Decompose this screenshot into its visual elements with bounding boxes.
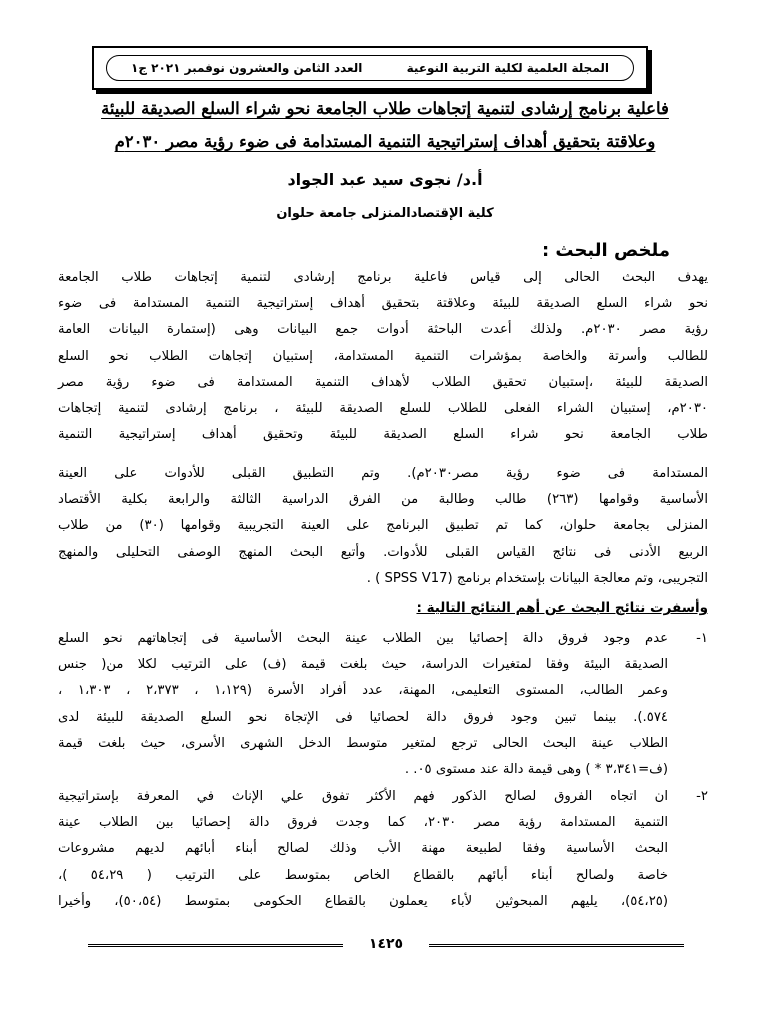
paper-title-line-2: وعلاقتة بتحقيق أهداف إستراتيجية التنمية المستدامة فى ضوء رؤية مصر ٢٠٣٠م — [114, 132, 656, 151]
abstract-heading: ملخص البحث : — [541, 240, 670, 261]
text-line: الصديقة البيئة وفقا لمتغيرات الدراسة، حيث بلغت قيمة (ف) على الترتيب لكلا من( جنس — [58, 657, 668, 673]
text-line: وعمر الطالب، المستوى التعليمى، المهنة، عدد أفراد الأسرة (١،١٢٩ ، ٢،٣٧٣ ، ١،٣٠٣ ، — [58, 683, 669, 699]
result-item-number: ١- — [696, 631, 708, 646]
text-line: ان اتجاه الفروق لصالح الذكور فهم الأكثر تفوق علي الإناث في المعرفة بإستراتيجية — [58, 789, 668, 804]
author-affiliation: كلية الإقتصادالمنزلى جامعة حلوان — [276, 206, 494, 221]
paper-title-line-1: فاعلية برنامج إرشادى لتنمية إتجاهات طلاب الجامعة نحو شراء السلع الصديقة للبيئة — [101, 99, 669, 118]
author-name: أ.د/ نجوى سيد عبد الجواد — [287, 170, 483, 189]
result-item-1 — [58, 626, 708, 783]
footer-rule-right — [429, 944, 684, 952]
text-line: المستدامة فى ضوء رؤية مصر٢٠٣٠م). وتم التطبيق القبلى للأدوات على العينة — [58, 466, 708, 481]
issue-info: العدد الثامن والعشرون نوفمبر ٢٠٢١ ج١ — [131, 61, 363, 75]
text-line: طلاب الجامعة نحو شراء السلع الصديقة للبيئة وتحقيق أهداف إستراتيجية التنمية — [58, 427, 708, 443]
results-heading: وأسفرت نتائج البحث عن أهم النتائج التالية : — [416, 600, 708, 616]
text-line: المنزلى بجامعة حلوان، كما تم تطبيق البرنامج على العينة التجريبية وقوامها (٣٠) من طلاب — [58, 518, 708, 534]
text-line: البحث الأساسية وفقا لطبيعة مهنة الأب وذلك لصالح أبناء أبائهم لديهم مشروعات — [58, 841, 668, 857]
abstract-paragraph-1 — [58, 265, 708, 448]
page-number: ١٤٢٥ — [368, 936, 404, 952]
result-item-2 — [58, 784, 708, 915]
journal-header-pill — [106, 55, 634, 81]
text-line: ٥٧٤.). بينما تبين وجود فروق دالة لحصائيا فى الإتجاة نحو السلع الصديقة للبيئة لدى — [58, 709, 668, 725]
text-line: يهدف البحث الحالى إلى قياس فاعلية برنامج إرشادى لتنمية إتجاهات طلاب الجامعة — [58, 270, 708, 285]
text-line: رؤية مصر ٢٠٣٠م. ولذلك أعدت الباحثة أدوات جمع البيانات وهى (إستمارة البيانات العامة — [58, 322, 709, 338]
text-line: (ف=٣،٣٤١ * ) وهى قيمة دالة عند مستوى ٠٥. . — [404, 762, 668, 778]
text-line: عدم وجود فروق دالة إحصائيا بين الطلاب عينة البحث الأساسية فى إتجاهاتهم نحو السلع — [58, 631, 668, 646]
text-line: خاصة ولصالح أبناء أبائهم بالقطاع الخاص بمتوسط على الترتيب ( ٥٤،٢٩ )، — [58, 867, 668, 883]
text-line: ٢٠٣٠م، إستبيان الشراء الفعلى للطلاب للسلع الصديقة للبيئة ، برنامج إرشادى لتنمية إتجاهات — [58, 401, 708, 417]
result-item-number: ٢- — [696, 789, 708, 804]
text-line: الطلاب عينة البحث الحالى ترجع لمتغير متوسط الدخل الشهرى الأسرى، حيث بلغت قيمة — [58, 735, 668, 751]
page-footer — [88, 936, 684, 960]
abstract-paragraph-2 — [58, 461, 708, 592]
journal-name: المجلة العلمية لكلية التربية النوعية — [406, 61, 609, 75]
text-line: التنمية المستدامة رؤية مصر ٢٠٣٠، كما وجدت فروق دالة إحصائيا بين الطلاب عينة — [58, 815, 669, 831]
text-line: (٥٤،٢٥)، يليهم المبحوثين لأباء يعملون بالقطاع الحكومى بمتوسط (٥٠،٥٤)، وأخيرا — [58, 893, 669, 909]
journal-header — [92, 46, 648, 90]
text-line: الربيع الأدنى فى نتائج القياس القبلى للأدوات. وأتبع البحث المنهج الوصفى التحليلى والمنهج — [58, 544, 708, 560]
text-line: الصديقة للبيئة ،إستبيان تحقيق الطلاب لأهداف التنمية المستدامة فى ضوء رؤية مصر — [58, 374, 708, 390]
text-line: الأساسية وقوامها (٢٦٣) طالب وطالبة من الفرق الدراسية الثالثة والرابعة بكلية الأقتصاد — [58, 492, 708, 508]
text-line: نحو شراء السلع الصديقة للبيئة وعلاقتة بتحقيق أهداف إستراتيجية التنمية المستدامة فى ضوء — [58, 296, 708, 312]
text-line: للطالب وأسرتة والخاصة بمؤشرات التنمية المستدامة، إستبيان إتجاهات الطلاب نحو السلع — [58, 348, 708, 364]
text-line: التجريبى، وتم معالجة البيانات بإستخدام برنامج (SPSS V17 ) . — [366, 570, 708, 586]
